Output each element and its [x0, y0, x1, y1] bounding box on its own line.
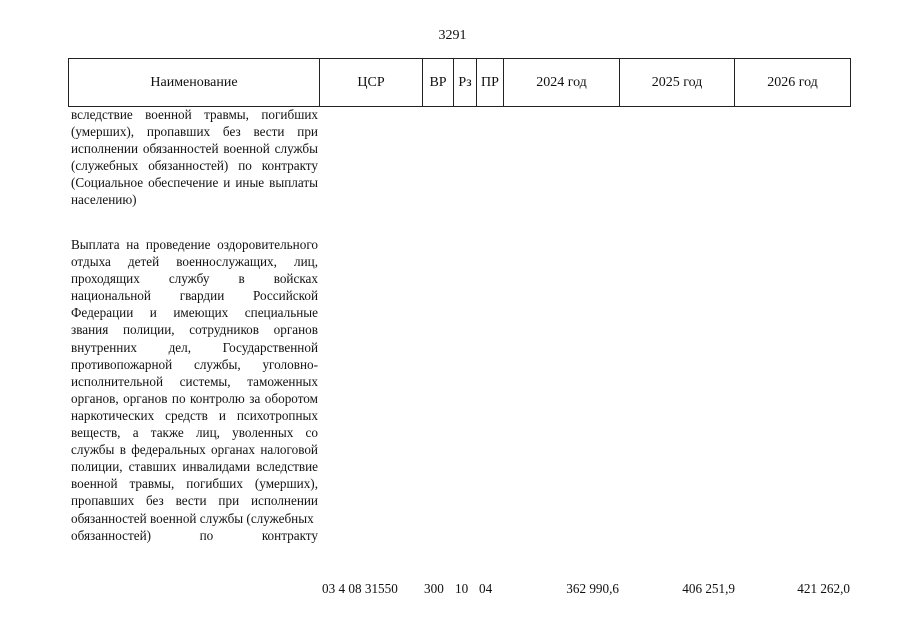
column-header-2026: 2026 год — [735, 59, 851, 107]
entry-rz-code: 10 — [455, 581, 469, 596]
entry-amount-2026: 421 262,0 — [797, 581, 850, 596]
entry-text-main — [71, 236, 318, 544]
entry-text-continued: вследствие военной травмы, погибших (умерших), пропавших без вести при исполнении обязанностей военной службы (служебных обязанностей) по контракту (Социальное обеспечение и иные выплаты населению) — [71, 107, 318, 208]
column-header-2024: 2024 год — [504, 59, 620, 107]
column-header-csr: ЦСР — [320, 59, 423, 107]
entry-text-main-body: Выплата на проведение оздоровительного отдыха детей военнослужащих, лиц, проходящих службу в войсках национальной гвардии Российской Федерации и имеющих специальные звания полиции, сотрудников органов внутренних дел, Государственной противопожарной службы, уголовно-исполнительной системы, таможенных органов, органов по контролю за оборотом наркотических средств и психотропных веществ, а также лиц, уволенных со службы в федеральных органах налоговой полиции, ставших инвалидами вследствие военной травмы, погибших (умерших), пропавших без вести при исполнении обязанностей военной службы (служебных — [71, 237, 318, 526]
column-header-2025: 2025 год — [620, 59, 735, 107]
entry-amount-2025: 406 251,9 — [682, 581, 735, 596]
entry-amount-2024: 362 990,6 — [566, 581, 619, 596]
entry-pr-code: 04 — [479, 581, 493, 596]
entry-text-main-last-line: обязанностей) по контракту — [71, 527, 318, 543]
page-number: 3291 — [438, 28, 467, 43]
entry-vr-code: 300 — [424, 581, 444, 596]
column-header-rz: Рз — [454, 59, 477, 107]
column-header-vr: ВР — [423, 59, 454, 107]
column-header-name: Наименование — [69, 59, 320, 107]
entry-csr-code: 03 4 08 31550 — [322, 581, 398, 596]
column-header-pr: ПР — [477, 59, 504, 107]
table-header — [68, 58, 851, 107]
